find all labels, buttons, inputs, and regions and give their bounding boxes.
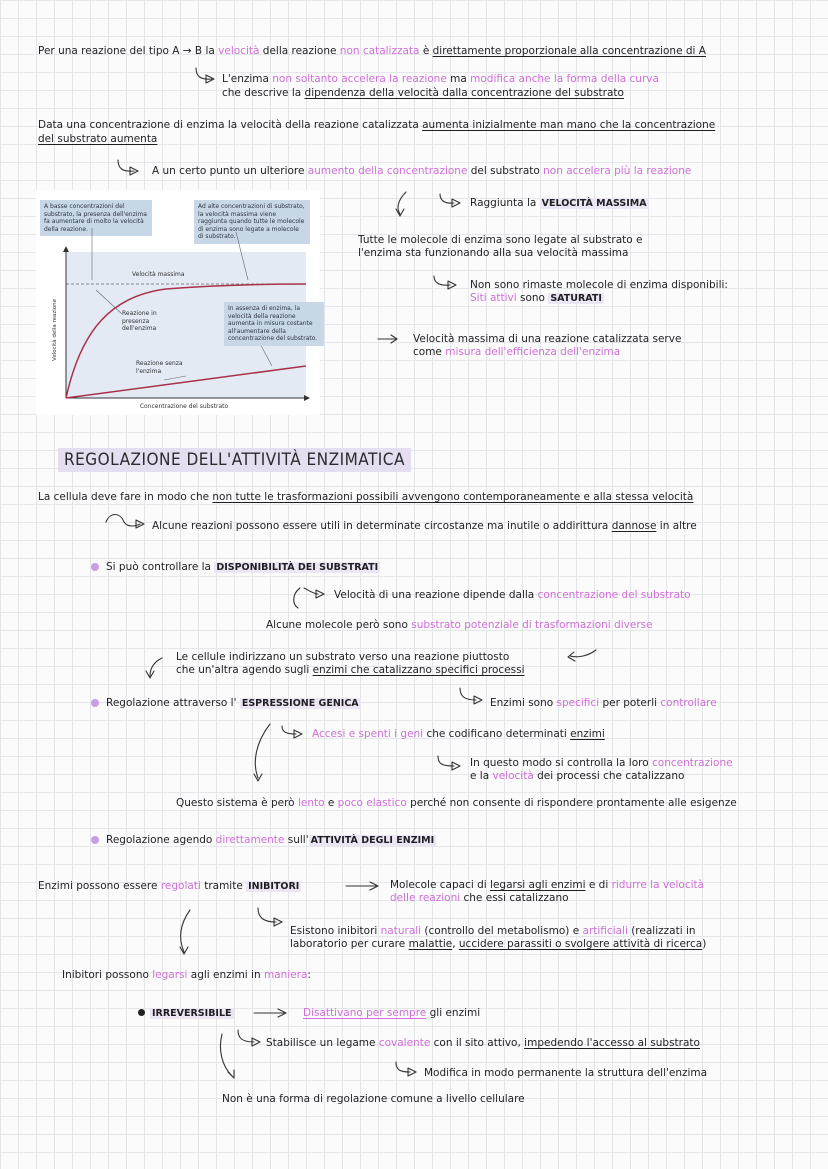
text: A un certo punto un ulteriore: [152, 165, 308, 177]
text: enzimi che catalizzano specifici processi: [312, 664, 525, 676]
text: L'enzima: [222, 73, 273, 85]
curve-arrow: [181, 910, 190, 952]
text: Modifica in modo permanente la struttura dell'enzima: [424, 1067, 708, 1079]
text: che un'altra agendo sugli: [176, 664, 313, 676]
text: dipendenza della velocità dalla concentrazione del substrato: [304, 87, 624, 99]
right-arrow: [378, 335, 397, 343]
text: Le cellule indirizzano un substrato verso una reazione piuttosto: [176, 651, 510, 663]
text: SATURATI: [550, 293, 602, 304]
text: :: [307, 969, 311, 981]
section-title: REGOLAZIONE DELL'ATTIVITÀ ENZIMATICA: [58, 448, 411, 472]
text: La cellula deve fare in modo che: [38, 491, 213, 503]
text: naturali: [380, 925, 422, 937]
text: che descrive la: [222, 87, 305, 99]
text: In questo modo si controlla la loro: [470, 757, 652, 769]
text: sono: [516, 292, 549, 304]
text: aumenta inizialmente man mano che la concentrazione: [422, 119, 716, 131]
hook-arrow: [258, 908, 276, 922]
curve-arrow: [255, 724, 270, 778]
curve-arrow: [150, 658, 162, 676]
text: concentrazione del substrato: [537, 589, 691, 601]
text: agli enzimi in: [187, 969, 264, 981]
text: per poterli: [599, 697, 661, 709]
text: Questo sistema è però: [176, 797, 298, 809]
text: controllare: [660, 697, 717, 709]
text: Per una reazione del tipo A → B la: [38, 45, 219, 57]
text: l'enzima sta funzionando alla sua velocità massima: [358, 247, 629, 259]
text: DISPONIBILITÀ DEI SUBSTRATI: [216, 562, 379, 573]
text: e: [324, 797, 338, 809]
text: e la: [470, 770, 493, 782]
text: Tutte le molecole di enzima sono legate al substrato e: [358, 234, 643, 246]
text: dei processi che catalizzano: [533, 770, 685, 782]
text: IRREVERSIBILE: [152, 1008, 232, 1019]
curve-arrow-head: [180, 947, 188, 954]
text: velocità: [218, 45, 260, 57]
text: Inibitori possono: [62, 969, 153, 981]
without-enzyme-label: Reazione senza l'enzima: [136, 360, 183, 375]
curve-arrow: [398, 192, 406, 214]
curve-arrow: [570, 650, 596, 657]
text: Molecole capaci di: [390, 879, 491, 891]
text: Accesi e spenti i geni: [312, 728, 424, 740]
text: VELOCITÀ MASSIMA: [541, 198, 647, 209]
text: concentrazione: [652, 757, 733, 769]
text: ridurre la velocità: [611, 879, 705, 891]
text: Disattivano per sempre: [303, 1007, 427, 1019]
right-arrow: [346, 882, 378, 890]
hook-arrow: [118, 160, 134, 171]
text: del substrato: [467, 165, 544, 177]
text: ,: [452, 938, 459, 950]
text: dannose: [611, 520, 657, 532]
hook-arrow: [106, 515, 140, 527]
text: impedendo l'accesso al substrato: [524, 1037, 700, 1049]
text: laboratorio per curare: [290, 938, 409, 950]
text: Non sono rimaste molecole di enzima disponibili:: [470, 279, 728, 291]
text: come: [413, 346, 446, 358]
text: Si può controllare la: [106, 561, 215, 573]
curve-arrow: [220, 1034, 232, 1076]
text: Regolazione agendo: [106, 834, 216, 846]
text: perché non consente di rispondere prontamente alle esigenze: [406, 797, 737, 809]
x-axis-label: Concentrazione del substrato: [139, 403, 229, 410]
text: ATTIVITÀ DEGLI ENZIMI: [310, 835, 435, 846]
text: non accelera più la reazione: [543, 165, 692, 177]
text: in altre: [656, 520, 697, 532]
text: covalente: [378, 1037, 431, 1049]
curve-arrow-head: [228, 1070, 234, 1078]
hook-arrow: [196, 68, 212, 79]
text: Data una concentrazione di enzima la velocità della reazione catalizzata: [38, 119, 423, 131]
text: lento: [297, 797, 325, 809]
text: Esistono inibitori: [290, 925, 381, 937]
text: è: [419, 45, 433, 57]
text: substrato potenziale di trasformazioni diverse: [411, 619, 653, 631]
text: Raggiunta la: [470, 197, 540, 209]
text: Enzimi possono essere: [38, 880, 161, 892]
text: delle reazioni: [390, 892, 461, 904]
figure-callout-none: In assenza di enzima, la velocità della reazione aumenta in misura costante all'aumentare della concentrazione del substrato.: [224, 302, 324, 346]
text: non catalizzata: [339, 45, 420, 57]
figure-callout-high: Ad alte concentrazioni di substrato, la velocità massima viene raggiunta quando tutte le molecole di enzima sono legate a molecole di substrato.: [194, 200, 310, 244]
text: del substrato aumenta: [38, 133, 158, 145]
text: maniera: [263, 969, 308, 981]
text: poco elastico: [337, 797, 407, 809]
text: ma: [446, 73, 471, 85]
text: misura dell'efficienza dell'enzima: [445, 346, 621, 358]
text: enzimi: [570, 728, 605, 740]
right-arrow: [254, 1009, 286, 1017]
text: sull': [284, 834, 309, 846]
text: Siti attivi: [470, 292, 517, 304]
text: velocità: [492, 770, 534, 782]
text: ESPRESSIONE GENICA: [241, 698, 359, 709]
text: con il sito attivo,: [430, 1037, 525, 1049]
text: (controllo del metabolismo) e: [421, 925, 583, 937]
vmax-label: Velocità massima: [132, 271, 185, 278]
text: legarsi: [152, 969, 188, 981]
text: Velocità di una reazione dipende dalla: [334, 589, 538, 601]
text: regolati: [160, 880, 201, 892]
text: Alcune molecole però sono: [266, 619, 412, 631]
text: che essi catalizzano: [460, 892, 569, 904]
text: INIBITORI: [248, 881, 300, 892]
text: della reazione: [259, 45, 340, 57]
figure-callout-low: A basse concentrazioni del substrato, la presenza dell'enzima fa aumentare di molto la velocità della reazione.: [40, 200, 152, 236]
text: non soltanto accelera la reazione: [272, 73, 447, 85]
text: specifici: [556, 697, 600, 709]
text: che codificano determinati: [423, 728, 571, 740]
y-axis-label: Velocità della reazione: [52, 298, 58, 362]
with-enzyme-label: Reazione in presenza dell'enzima: [122, 310, 157, 332]
text: Stabilisce un legame: [266, 1037, 379, 1049]
text: direttamente proporzionale alla concentrazione di A: [432, 45, 706, 57]
text: e di: [585, 879, 612, 891]
text: Non è una forma di regolazione comune a livello cellulare: [222, 1093, 525, 1105]
text: Velocità massima di una reazione catalizzata serve: [413, 333, 682, 345]
text: tramite: [200, 880, 247, 892]
text: legarsi agli enzimi: [490, 879, 586, 891]
text: Alcune reazioni possono essere utili in determinate circostanze ma inutile o addirittura: [152, 520, 612, 532]
text: non tutte le trasformazioni possibili avvengono contemporaneamente e alla stessa velocità: [212, 491, 694, 503]
text: uccidere parassiti o svolgere attività di ricerca: [458, 938, 703, 950]
text: malattie: [408, 938, 453, 950]
text: (realizzati in: [627, 925, 696, 937]
curve-arrow-head: [396, 209, 404, 216]
text: Regolazione attraverso l': [106, 697, 240, 709]
text: aumento della concentrazione: [307, 165, 468, 177]
text: artificiali: [582, 925, 628, 937]
text: gli enzimi: [426, 1007, 481, 1019]
curve-arrow: [294, 588, 300, 608]
text: ): [702, 938, 707, 950]
text: Enzimi sono: [490, 697, 557, 709]
text: direttamente: [215, 834, 285, 846]
text: modifica anche la forma della curva: [470, 73, 659, 85]
